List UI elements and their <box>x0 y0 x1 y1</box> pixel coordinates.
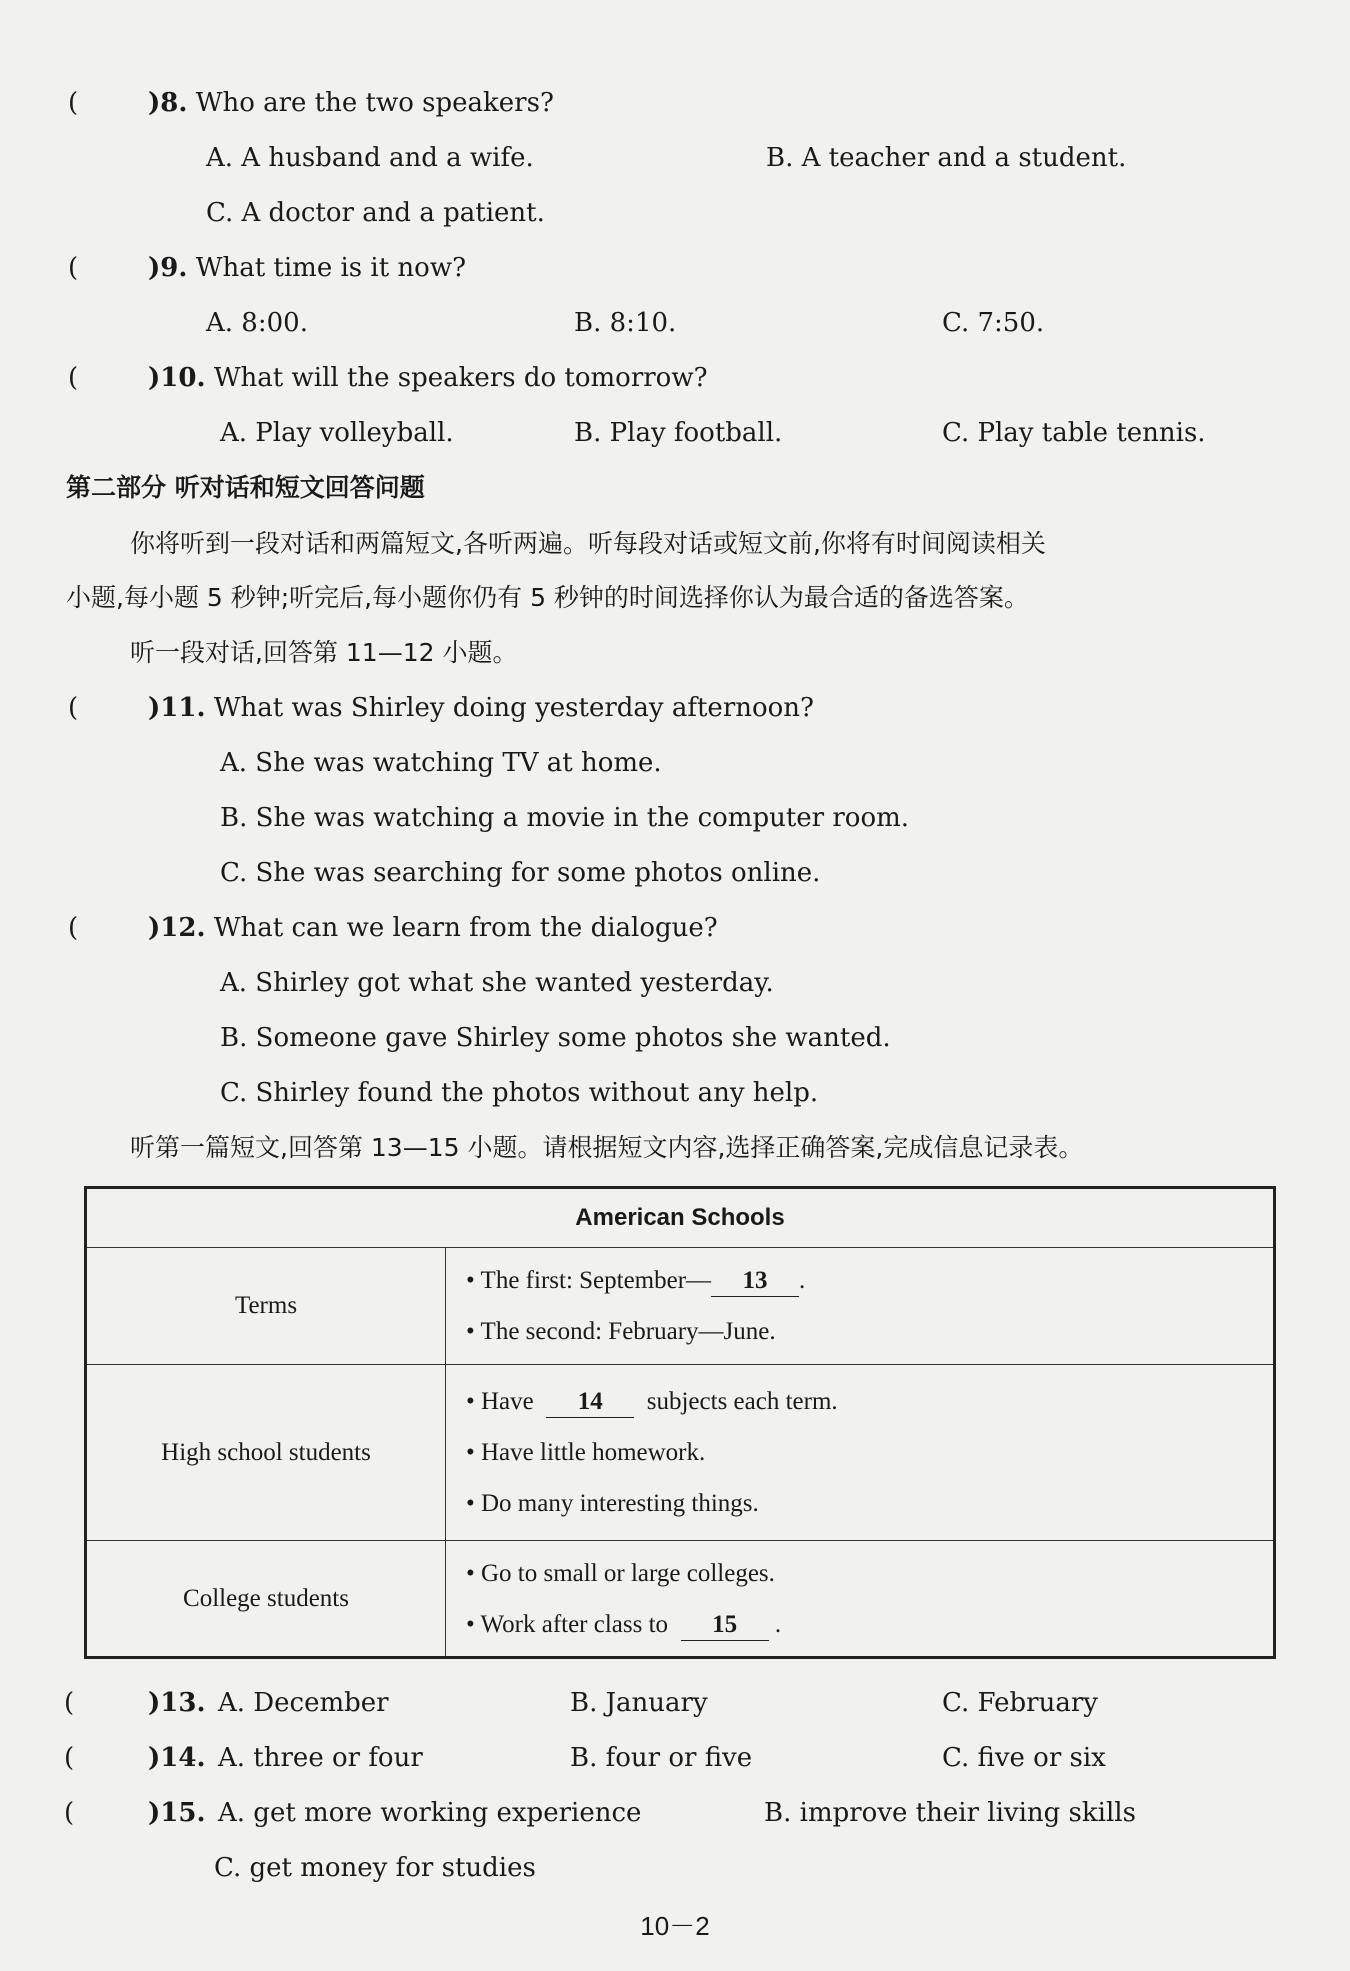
college-work <box>466 1599 1272 1650</box>
blank-14[interactable]: 14 <box>546 1387 634 1418</box>
passage-intro: 听第一篇短文,回答第 13—15 小题。请根据短文内容,选择正确答案,完成信息记录表。 <box>130 1133 1084 1162</box>
question-number: )9. <box>148 253 188 283</box>
instructions-line-2: 小题,每小题 5 秒钟;听完后,每小题你仍有 5 秒钟的时间选择你认为最合适的备选答案。 <box>66 583 1029 612</box>
question-11 <box>148 691 814 725</box>
row-label-terms: Terms <box>86 1248 446 1365</box>
row-content-college <box>446 1541 1275 1658</box>
option-a: A. A husband and a wife. <box>206 143 534 173</box>
answer-paren[interactable]: ( <box>68 88 79 118</box>
blank-15[interactable]: 15 <box>681 1610 769 1641</box>
option-a: A. 8:00. <box>206 308 308 338</box>
option-a: A. December <box>218 1688 389 1718</box>
question-12 <box>148 911 718 945</box>
row-label-college: College students <box>86 1541 446 1658</box>
question-text: What was Shirley doing yesterday afternoon? <box>213 693 814 723</box>
option-c: C. A doctor and a patient. <box>206 198 545 228</box>
option-c: C. Play table tennis. <box>942 418 1206 448</box>
option-a: A. Play volleyball. <box>220 418 454 448</box>
blank-13[interactable]: 13 <box>711 1266 799 1297</box>
option-a: A. Shirley got what she wanted yesterday. <box>220 968 774 998</box>
question-number: )14. <box>148 1743 206 1773</box>
instructions-line-1: 你将听到一段对话和两篇短文,各听两遍。听每段对话或短文前,你将有时间阅读相关 <box>130 529 1046 558</box>
bullet-text: • Have <box>466 1388 534 1415</box>
bullet-text: . <box>774 1610 782 1638</box>
table-row <box>86 1541 1275 1658</box>
option-c: C. She was searching for some photos online. <box>220 858 821 888</box>
bullet-text: subjects each term. <box>646 1388 838 1415</box>
question-number: )15. <box>148 1798 206 1828</box>
hs-homework: • Have little homework. <box>466 1439 706 1466</box>
option-b: B. Someone gave Shirley some photos she wanted. <box>220 1023 891 1053</box>
dialogue-intro: 听一段对话,回答第 11—12 小题。 <box>130 638 518 667</box>
option-b: B. 8:10. <box>574 308 677 338</box>
question-8 <box>148 86 554 120</box>
option-c: C. five or six <box>942 1743 1106 1773</box>
college-go: • Go to small or large colleges. <box>466 1559 775 1587</box>
answer-paren[interactable]: ( <box>64 1688 75 1718</box>
answer-paren[interactable]: ( <box>68 913 79 943</box>
option-c: C. 7:50. <box>942 308 1045 338</box>
option-c: C. get money for studies <box>214 1853 536 1883</box>
option-c: C. February <box>942 1688 1098 1718</box>
answer-paren[interactable]: ( <box>68 693 79 723</box>
info-table <box>84 1186 1276 1659</box>
question-number: )8. <box>148 88 188 118</box>
option-b: B. improve their living skills <box>764 1798 1136 1828</box>
answer-paren[interactable]: ( <box>68 253 79 283</box>
option-b: B. Play football. <box>574 418 783 448</box>
question-9 <box>148 251 466 285</box>
question-text: Who are the two speakers? <box>195 88 554 118</box>
row-content-terms <box>446 1248 1275 1365</box>
term-first <box>466 1255 1272 1306</box>
question-number: )11. <box>148 693 206 723</box>
row-content-high-school <box>446 1365 1275 1541</box>
table-title: American Schools <box>86 1188 1275 1248</box>
bullet-text: . <box>799 1267 806 1294</box>
question-text: What can we learn from the dialogue? <box>213 913 718 943</box>
answer-paren[interactable]: ( <box>64 1798 75 1828</box>
question-number: )13. <box>148 1688 206 1718</box>
answer-paren[interactable]: ( <box>68 363 79 393</box>
option-b: B. She was watching a movie in the computer room. <box>220 803 910 833</box>
hs-things: • Do many interesting things. <box>466 1490 759 1517</box>
option-c: C. Shirley found the photos without any help. <box>220 1078 819 1108</box>
row-label-high-school: High school students <box>86 1365 446 1541</box>
bullet-text: • The first: September— <box>466 1267 712 1294</box>
table-row <box>86 1365 1275 1541</box>
question-10 <box>148 361 708 395</box>
question-number: )10. <box>148 363 206 393</box>
term-second: • The second: February—June. <box>466 1318 776 1345</box>
question-text: What will the speakers do tomorrow? <box>213 363 708 393</box>
table-row <box>86 1248 1275 1365</box>
option-a: A. get more working experience <box>218 1798 642 1828</box>
hs-subjects <box>466 1376 1272 1427</box>
answer-paren[interactable]: ( <box>64 1743 75 1773</box>
question-number: )12. <box>148 913 206 943</box>
bullet-text: • Work after class to <box>466 1610 669 1638</box>
page-number: 10－2 <box>640 1911 710 1941</box>
section-title: 第二部分 听对话和短文回答问题 <box>66 473 425 502</box>
question-text: What time is it now? <box>195 253 467 283</box>
option-a: A. three or four <box>218 1743 423 1773</box>
option-b: B. four or five <box>570 1743 753 1773</box>
option-a: A. She was watching TV at home. <box>220 748 662 778</box>
option-b: B. A teacher and a student. <box>766 143 1127 173</box>
option-b: B. January <box>570 1688 708 1718</box>
